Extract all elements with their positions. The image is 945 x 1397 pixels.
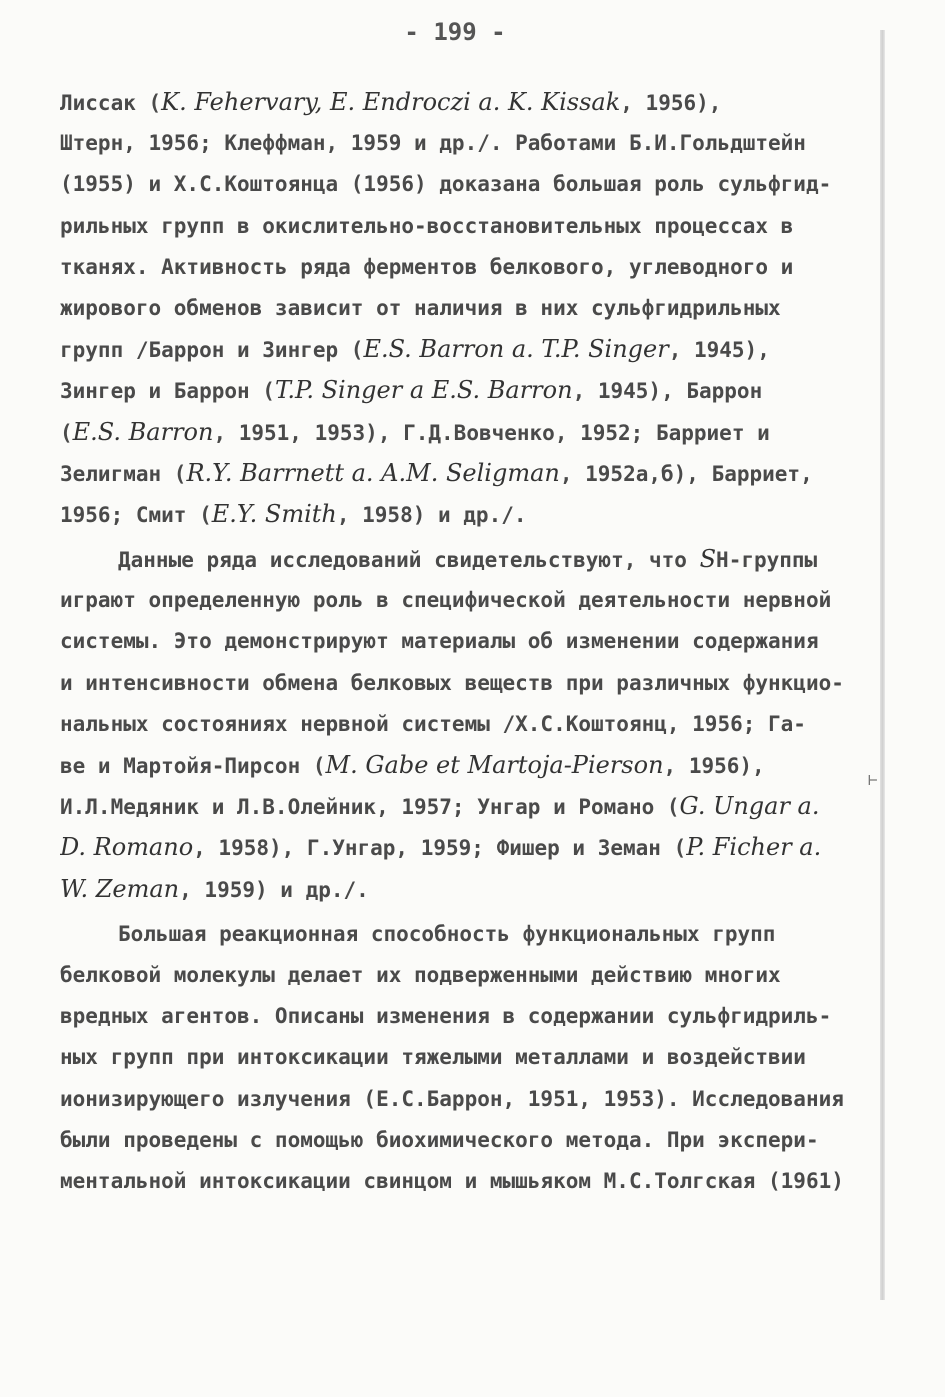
text-line (60, 329, 870, 370)
text-line (60, 914, 870, 955)
handwritten-name: S (699, 545, 717, 574)
text-line (60, 539, 870, 580)
text-line (60, 1161, 870, 1202)
text-line (60, 1079, 870, 1120)
typed-text: и интенсивности обмена белковых веществ при различных функцио- (60, 670, 844, 695)
handwritten-name: K. Fehervary, E. Endroczi a. K. Kissak (161, 88, 621, 116)
typed-text: жирового обменов зависит от наличия в них сульфгидрильных (60, 295, 781, 320)
handwritten-name: D. Romano (60, 833, 194, 862)
typed-text: ионизирующего излучения (Е.С.Баррон, 1951, 1953). Исследования (60, 1086, 844, 1111)
typed-text: ментальной интоксикации свинцом и мышьяком М.С.Толгская (1961) (60, 1168, 844, 1193)
body-text (60, 82, 870, 1202)
text-line (60, 580, 870, 621)
typed-text: , 1959) и др./. (179, 877, 369, 902)
typed-text: ных групп при интоксикации тяжелыми металлами и воздействии (60, 1045, 806, 1070)
text-line (60, 663, 870, 704)
text-line (60, 704, 870, 745)
handwritten-name: E.S. Barron (72, 417, 214, 446)
handwritten-name: P. Ficher a. (686, 833, 822, 862)
text-line (60, 1037, 870, 1078)
typed-text: , 1951, 1953), Г.Д.Вовченко, 1952; Барриет и (213, 420, 770, 445)
typed-text: групп /Баррон и Зингер ( (60, 338, 364, 363)
binding-edge-line (880, 30, 885, 1300)
text-line (60, 1120, 870, 1161)
typed-text: 1956; Смит ( (60, 502, 212, 527)
typed-text: играют определенную роль в специфической деятельности нервной (60, 588, 832, 613)
text-line (60, 82, 870, 123)
text-line (60, 453, 870, 494)
handwritten-name: E.Y. Smith (211, 499, 337, 528)
typed-text: системы. Это демонстрируют материалы об изменении содержания (60, 629, 819, 654)
typed-text: , 1958), Г.Унгар, 1959; Фишер и Земан ( (193, 836, 687, 861)
text-line (60, 288, 870, 329)
typed-text: Зингер и Баррон ( (60, 379, 275, 404)
typed-text: Зелигман ( (60, 461, 187, 486)
typed-text: Н-группы (716, 548, 818, 573)
text-line (60, 621, 870, 662)
handwritten-name: E.S. Barron a. T.P. Singer (363, 335, 669, 364)
typed-text: Данные ряда исследований свидетельствуют, что (118, 548, 700, 573)
typed-text: рильных групп в окислительно-восстановительных процессах в (60, 213, 794, 238)
handwritten-name: M. Gabe et Martoja-Pierson (325, 751, 664, 779)
typed-text: , 1945), (668, 338, 770, 363)
typed-text: вредных агентов. Описаны изменения в содержании сульфгидриль- (60, 1004, 832, 1029)
text-line (60, 123, 870, 164)
typed-text: ве и Мартойя-Пирсон ( (60, 754, 326, 778)
text-line (60, 745, 870, 786)
text-line (60, 370, 870, 411)
typed-text: были проведены с помощью биохимического метода. При экспери- (60, 1127, 819, 1152)
typed-text: Штерн, 1956; Клеффман, 1959 и др./. Работами Б.И.Гольдштейн (60, 131, 806, 156)
typed-text: белковой молекулы делает их подверженными действию многих (60, 962, 781, 987)
typed-text: (1955) и Х.С.Коштоянца (1956) доказана большая роль сульфгид- (60, 172, 832, 197)
text-line (60, 955, 870, 996)
handwritten-name: T.P. Singer a E.S. Barron (274, 376, 573, 405)
text-line (60, 164, 870, 205)
typed-text: И.Л.Медяник и Л.В.Олейник, 1957; Унгар и Романо ( (60, 795, 680, 820)
page-number: - 199 - (404, 18, 506, 46)
text-line (60, 206, 870, 247)
text-line (60, 494, 870, 535)
handwritten-name: W. Zeman (60, 874, 180, 903)
typed-text: нальных состояниях нервной системы /Х.С.Коштоянц, 1956; Га- (60, 711, 806, 736)
handwritten-name: G. Ungar a. (679, 792, 820, 821)
text-line (60, 869, 870, 910)
handwritten-name: R.Y. Barrnett a. A.M. Seligman (186, 458, 560, 487)
typed-text: Большая реакционная способность функциональных групп (118, 921, 776, 946)
typed-text: , 1958) и др./. (336, 502, 527, 527)
typed-text: , 1956), (620, 91, 722, 115)
text-line (60, 996, 870, 1037)
text-line (60, 247, 870, 288)
text-line (60, 827, 870, 868)
typed-text: тканях. Активность ряда ферментов белкового, углеводного и (60, 254, 794, 279)
typed-text: , 1956), (663, 754, 765, 778)
text-line (60, 412, 870, 453)
text-line (60, 786, 870, 827)
margin-mark: ⊢ (868, 770, 878, 789)
typed-text: , 1945), Баррон (572, 379, 763, 404)
typed-text: ( (60, 420, 73, 445)
typed-text: Лиссак ( (60, 91, 162, 115)
typed-text: , 1952а,б), Барриет, (559, 461, 813, 486)
